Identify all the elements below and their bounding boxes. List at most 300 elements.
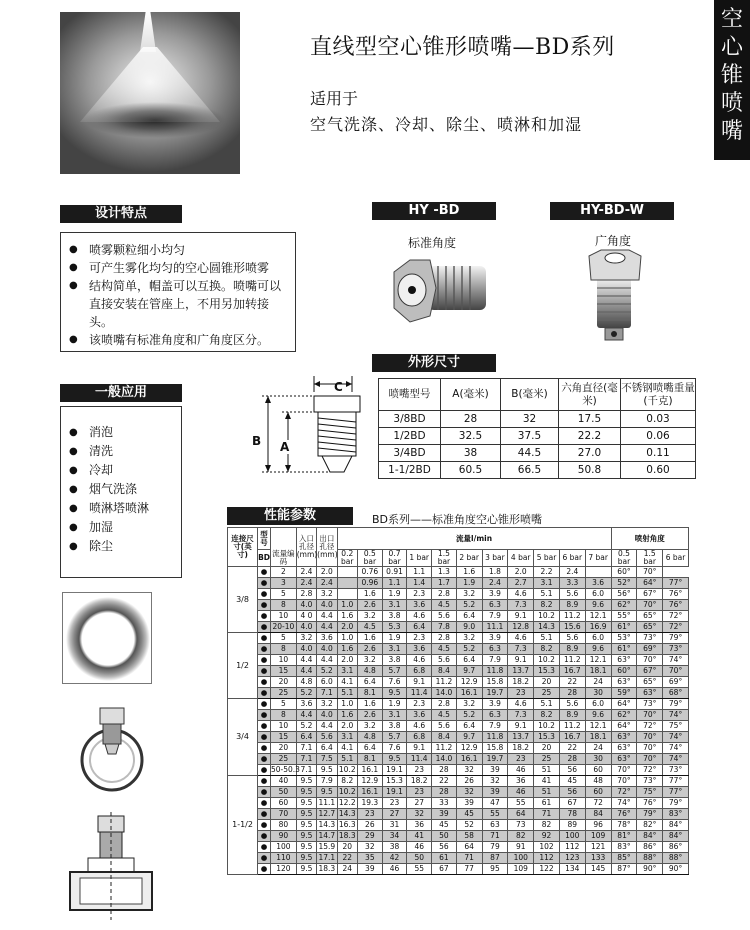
dim-label-a: A — [280, 440, 290, 454]
perf-cell: 39 — [456, 798, 482, 809]
application-item: ● 除尘 — [63, 537, 181, 556]
perf-cell: 8.1 — [357, 688, 382, 699]
perf-cell: 11.8 — [482, 666, 508, 677]
perf-cell: 36 — [508, 776, 534, 787]
perf-row — [228, 589, 689, 600]
perf-cell: 70° — [637, 732, 663, 743]
perf-cell: 3.8 — [382, 655, 407, 666]
perf-cell: 74° — [663, 743, 689, 754]
perf-cell: 19.3 — [357, 798, 382, 809]
perf-cell: 4.5 — [432, 600, 457, 611]
perf-cell: 5.2 — [456, 644, 482, 655]
perf-cell: 14.0 — [432, 688, 457, 699]
perf-size-cell: 3/8 — [228, 567, 258, 633]
perf-cell: 3.8 — [382, 721, 407, 732]
perf-cell: 83° — [663, 809, 689, 820]
perf-heading: 性能参数 — [227, 507, 353, 525]
perf-cell: 1.7 — [432, 578, 457, 589]
perf-size-cell: 1-1/2 — [228, 776, 258, 875]
perf-cell: 11.4 — [407, 688, 432, 699]
perf-bd-dot-icon: ● — [258, 622, 271, 633]
perf-cell: 27 — [382, 809, 407, 820]
application-item: ● 消泡 — [63, 423, 181, 442]
dims-row — [379, 445, 696, 462]
perf-bd-dot-icon: ● — [258, 721, 271, 732]
perf-col-code: 流量编码 — [270, 528, 296, 567]
perf-col-outlet: 出口孔径(mm) — [317, 528, 337, 567]
perf-cell: 76° — [663, 600, 689, 611]
application-item: ● 冷却 — [63, 461, 181, 480]
dims-cell: 0.60 — [621, 462, 696, 479]
perf-col-bd: BD — [258, 550, 271, 567]
perf-cell: 5.6 — [559, 633, 585, 644]
feature-item: ● 可产生雾化均匀的空心圆锥形喷雾 — [63, 259, 289, 277]
perf-cell: 45 — [456, 809, 482, 820]
perf-cell: 3.9 — [482, 699, 508, 710]
perf-cell: 71 — [456, 853, 482, 864]
dims-col-hex: 六角直径(毫米) — [559, 379, 621, 411]
perf-cell: 14.3 — [338, 809, 356, 818]
perf-cell: 11.2 — [559, 721, 585, 732]
perf-cell: 39 — [482, 787, 508, 798]
perf-cell: 73° — [637, 633, 663, 644]
perf-cell: 20 — [534, 677, 560, 688]
perf-bd-dot-icon: ● — [258, 710, 271, 721]
spray-jet-graphic — [140, 12, 156, 52]
product-angle-standard: 标准角度 — [408, 236, 457, 250]
perf-cell: 88° — [663, 853, 689, 864]
perf-row — [228, 578, 689, 589]
perf-cell: 15.3 — [534, 666, 560, 677]
perf-cell: 28 — [432, 765, 457, 776]
perf-cell: 72° — [663, 611, 689, 622]
perf-cell: 2.0 — [337, 622, 357, 633]
dims-cell: 38 — [441, 445, 501, 462]
perf-cell: 9.5 — [296, 853, 316, 864]
perf-cell: 4.6 — [407, 611, 432, 622]
perf-cell: 121 — [585, 842, 611, 853]
perf-cell: 6.4 — [357, 743, 382, 754]
perf-cell: 4.8 — [296, 677, 316, 688]
perf-cell: 1.6 — [337, 710, 357, 721]
perf-cell: 77° — [663, 578, 689, 589]
perf-cell: 12.2 — [338, 798, 356, 807]
perf-cell: 72 — [585, 798, 611, 809]
dims-cell: 1-1/2BD — [379, 462, 441, 479]
perf-cell: 4.4 — [296, 655, 316, 666]
perf-cell: 2.4 — [482, 578, 508, 589]
perf-cell: 46 — [407, 842, 432, 853]
perf-cell: 13.7 — [508, 666, 534, 677]
perf-cell: 32 — [357, 842, 382, 853]
applications-heading: 一般应用 — [60, 384, 182, 402]
perf-cell: 112 — [534, 853, 560, 864]
application-item: ● 喷淋塔喷淋 — [63, 499, 181, 518]
perf-cell: 1.0 — [337, 699, 357, 710]
perf-bd-dot-icon: ● — [258, 688, 271, 699]
perf-cell: 45 — [559, 776, 585, 787]
perf-row — [228, 633, 689, 644]
perf-cell: 12.1 — [585, 655, 611, 666]
perf-cell: 5.2 — [456, 710, 482, 721]
perf-cell: 4.0 — [296, 622, 316, 633]
perf-cell: 23 — [407, 765, 432, 776]
perf-cell: 92 — [534, 831, 560, 842]
perf-cell: 1.0 — [337, 600, 357, 611]
perf-cell: 5.7 — [382, 666, 407, 677]
perf-cell: 60 — [270, 798, 296, 809]
perf-cell: 36 — [407, 820, 432, 831]
perf-row — [228, 809, 689, 820]
perf-cell: 64° — [611, 721, 637, 732]
perf-cell: 5 — [270, 589, 296, 600]
perf-cell: 15 — [270, 732, 296, 743]
perf-cell: 70° — [637, 567, 663, 578]
perf-cell: 14.3 — [534, 622, 560, 633]
perf-cell: 5.1 — [534, 633, 560, 644]
perf-cell: 24 — [585, 677, 611, 688]
perf-cell: 4.0 — [317, 644, 337, 655]
perf-row — [228, 776, 689, 787]
perf-cell: 38 — [382, 842, 407, 853]
product-angle-wide: 广角度 — [595, 234, 632, 248]
perf-cell: 9.0 — [456, 622, 482, 633]
perf-cell: 4.4 — [317, 655, 337, 666]
perf-cell: 39 — [432, 809, 457, 820]
side-tab-category — [714, 0, 750, 160]
perf-cell: 5.6 — [432, 655, 457, 666]
dims-cell: 3/8BD — [379, 411, 441, 428]
perf-cell: 4.5 — [357, 622, 382, 633]
perf-cell: 4.6 — [508, 589, 534, 600]
perf-size-cell: 1/2 — [228, 633, 258, 699]
perf-cell: 100 — [270, 842, 296, 853]
perf-cell: 4.4 — [296, 666, 316, 677]
perf-cell: 15.8 — [482, 677, 508, 688]
perf-cell: 39 — [357, 864, 382, 875]
perf-cell: 7.5 — [317, 754, 337, 765]
perf-cell: 8.4 — [432, 666, 457, 677]
perf-cell: 19.1 — [382, 765, 407, 776]
perf-cell: 7.9 — [482, 655, 508, 666]
perf-cell: 7.6 — [382, 743, 407, 754]
perf-cell: 90° — [637, 864, 663, 875]
perf-cell: 7.3 — [508, 644, 534, 655]
perf-cell: 79° — [663, 798, 689, 809]
perf-cell: 4.5 — [432, 710, 457, 721]
perf-cell: 1.6 — [357, 589, 382, 600]
dims-cell: 0.06 — [621, 428, 696, 445]
dims-cell: 0.11 — [621, 445, 696, 462]
perf-cell: 6.3 — [482, 710, 508, 721]
perf-cell: 12.1 — [585, 611, 611, 622]
perf-cell: 2 — [270, 567, 296, 578]
perf-cell: 9.6 — [585, 644, 611, 655]
perf-cell: 39 — [482, 765, 508, 776]
perf-cell: 85° — [611, 853, 637, 864]
perf-cell: 3.9 — [482, 633, 508, 644]
perf-row — [228, 688, 689, 699]
perf-cell: 6.0 — [585, 589, 611, 600]
perf-cell: 25 — [270, 688, 296, 699]
perf-row — [228, 787, 689, 798]
perf-cell: 3.9 — [482, 589, 508, 600]
perf-cell: 63° — [611, 655, 637, 666]
perf-cell: 16.3 — [338, 820, 356, 829]
perf-cell: 2.8 — [296, 589, 316, 600]
perf-bd-dot-icon: ● — [258, 600, 271, 611]
perf-cell: 46 — [508, 787, 534, 798]
perf-cell: 10.2 — [338, 787, 356, 796]
perf-cell: 1.6 — [357, 699, 382, 710]
application-item: ● 烟气洗涤 — [63, 480, 181, 499]
dims-row — [379, 428, 696, 445]
applications-box — [60, 406, 182, 578]
perf-cell: 4.6 — [407, 721, 432, 732]
perf-cell: 23 — [508, 688, 534, 699]
perf-bd-dot-icon: ● — [258, 666, 271, 677]
perf-cell: 3.6 — [296, 699, 316, 710]
perf-cell: 50-50.3 — [270, 765, 300, 774]
perf-cell: 70 — [270, 809, 296, 820]
perf-cell: 7.1 — [296, 743, 316, 754]
perf-cell: 1.9 — [382, 589, 407, 600]
perf-cell: 78 — [559, 809, 585, 820]
perf-cell: 4.0 — [296, 600, 316, 611]
perf-cell: 12.9 — [456, 743, 482, 754]
perf-cell: 145 — [585, 864, 611, 875]
perf-cell: 9.6 — [585, 600, 611, 611]
perf-row — [228, 710, 689, 721]
perf-col-angle: 喷射角度 — [611, 528, 688, 550]
perf-cell: 80 — [270, 820, 296, 831]
perf-cell: 6.3 — [482, 644, 508, 655]
perf-cell: 3.1 — [337, 732, 357, 743]
perf-cell: 45 — [432, 820, 457, 831]
perf-cell: 1.8 — [482, 567, 508, 578]
perf-cell: 9.6 — [585, 710, 611, 721]
perf-cell: 74° — [663, 710, 689, 721]
dims-col-a: A(毫米) — [441, 379, 501, 411]
perf-cell: 14.7 — [318, 831, 336, 840]
perf-cell: 5.6 — [559, 699, 585, 710]
perf-cell: 56 — [559, 787, 585, 798]
perf-cell: 100 — [559, 831, 585, 842]
perf-cell: 1.6 — [337, 611, 357, 622]
perf-bd-dot-icon: ● — [258, 798, 271, 809]
perf-cell: 6.8 — [407, 732, 432, 743]
perf-cell: 9.5 — [382, 754, 407, 765]
perf-cell: 61 — [432, 853, 457, 864]
perf-cell: 6.4 — [357, 677, 382, 688]
perf-cell: 6.0 — [585, 633, 611, 644]
perf-cell: 10.2 — [534, 655, 560, 666]
perf-col-conn: 连接尺寸(英寸) — [228, 528, 258, 567]
perf-cell: 2.6 — [357, 600, 382, 611]
perf-col-type: 型号 — [258, 528, 271, 550]
perf-cell: 3.6 — [407, 644, 432, 655]
perf-bd-dot-icon: ● — [258, 765, 271, 776]
hollow-cone-pattern-image — [62, 592, 152, 684]
perf-angle-pressure: 0.5 bar — [611, 550, 637, 567]
perf-cell: 8.9 — [559, 710, 585, 721]
perf-bd-dot-icon: ● — [258, 853, 271, 864]
perf-cell: 8.4 — [432, 732, 457, 743]
perf-cell: 22 — [559, 677, 585, 688]
perf-cell: 68° — [663, 688, 689, 699]
perf-cell: 2.8 — [432, 633, 457, 644]
perf-cell: 10.2 — [338, 765, 356, 774]
dims-cell: 1/2BD — [379, 428, 441, 445]
perf-cell: 6.0 — [317, 677, 337, 688]
perf-cell: 16.1 — [357, 787, 382, 798]
perf-cell: 2.4 — [559, 567, 585, 578]
perf-bd-dot-icon: ● — [258, 743, 271, 754]
perf-cell: 13.7 — [508, 732, 534, 743]
perf-cell: 20 — [337, 842, 357, 853]
perf-cell: 16.1 — [456, 754, 482, 765]
perf-cell: 6.4 — [317, 743, 337, 754]
perf-cell: 8 — [270, 600, 296, 611]
perf-cell: 75° — [637, 787, 663, 798]
perf-cell: 64 — [456, 842, 482, 853]
perf-row — [228, 677, 689, 688]
perf-cell: 12.7 — [318, 809, 336, 818]
perf-cell: 56 — [432, 842, 457, 853]
perf-cell: 6.8 — [407, 666, 432, 677]
dims-cell: 27.0 — [559, 445, 621, 462]
perf-cell: 1.9 — [382, 699, 407, 710]
perf-cell: 5.1 — [534, 589, 560, 600]
perf-cell: 1.6 — [456, 567, 482, 578]
perf-cell: 100 — [508, 853, 534, 864]
perf-cell: 120 — [270, 864, 296, 875]
perf-cell: 74° — [663, 754, 689, 765]
dimensions-table — [378, 378, 696, 479]
perf-bd-dot-icon: ● — [258, 677, 271, 688]
perf-cell: 63° — [611, 732, 637, 743]
perf-cell: 8.2 — [534, 644, 560, 655]
perf-cell: 50 — [432, 831, 457, 842]
perf-cell: 9.5 — [296, 798, 316, 809]
perf-cell: 62° — [611, 710, 637, 721]
perf-cell: 5.1 — [337, 688, 357, 699]
perf-cell: 70° — [637, 743, 663, 754]
perf-cell: 16.7 — [559, 666, 585, 677]
dims-cell: 60.5 — [441, 462, 501, 479]
perf-cell: 2.2 — [534, 567, 560, 578]
perf-cell: 4.0 — [317, 710, 337, 721]
perf-row — [228, 611, 689, 622]
perf-cell: 20 — [270, 677, 296, 688]
perf-cell: 4.4 — [296, 710, 316, 721]
perf-flow-pressure: 0.2 bar — [337, 550, 357, 567]
perf-cell: 2.4 — [317, 578, 337, 589]
page-title: 直线型空心锥形喷嘴—BD系列 — [310, 35, 615, 60]
perf-bd-dot-icon: ● — [258, 644, 271, 655]
perf-cell: 28 — [559, 688, 585, 699]
tee-fitting-illustration — [66, 812, 156, 920]
perf-bd-dot-icon: ● — [258, 578, 271, 589]
perf-cell: 3.2 — [456, 589, 482, 600]
perf-cell: 19.1 — [382, 787, 407, 798]
perf-cell: 51 — [534, 765, 560, 776]
perf-cell: 59° — [611, 688, 637, 699]
perf-cell: 3.2 — [317, 699, 337, 710]
perf-cell: 25 — [534, 754, 560, 765]
perf-cell: 9.1 — [508, 611, 534, 622]
perf-cell: 2.0 — [337, 655, 357, 666]
feature-item: ● 该喷嘴有标准角度和广角度区分。 — [63, 331, 289, 349]
perf-cell: 30 — [585, 754, 611, 765]
perf-cell: 29 — [357, 831, 382, 842]
perf-row — [228, 600, 689, 611]
perf-cell: 20 — [270, 743, 296, 754]
perf-cell: 33 — [432, 798, 457, 809]
perf-cell: 70° — [611, 776, 637, 787]
perf-cell: 1.1 — [382, 578, 407, 589]
dims-col-weight: 不锈钢喷嘴重量(千克) — [621, 379, 696, 411]
perf-cell: 32 — [407, 809, 432, 820]
perf-cell: 3.1 — [382, 600, 407, 611]
perf-cell: 63° — [637, 688, 663, 699]
perf-cell: 18.2 — [508, 677, 534, 688]
perf-cell: 18.2 — [407, 776, 432, 787]
perf-cell — [337, 578, 357, 589]
perf-cell: 70° — [637, 600, 663, 611]
perf-cell: 95 — [482, 864, 508, 875]
perf-cell: 58 — [456, 831, 482, 842]
product-model-standard: HY -BD — [372, 202, 496, 220]
perf-cell: 82 — [508, 831, 534, 842]
perf-cell: 42 — [382, 853, 407, 864]
perf-bd-dot-icon: ● — [258, 567, 271, 578]
perf-cell: 90 — [270, 831, 296, 842]
perf-cell: 23 — [407, 787, 432, 798]
perf-cell: 53° — [611, 633, 637, 644]
perf-cell: 31 — [382, 820, 407, 831]
perf-angle-pressure: 1.5 bar — [637, 550, 663, 567]
perf-cell: 79° — [637, 809, 663, 820]
perf-cell: 12.9 — [456, 677, 482, 688]
perf-cell: 12.8 — [508, 622, 534, 633]
perf-cell: 8.2 — [534, 600, 560, 611]
perf-cell: 64 — [508, 809, 534, 820]
perf-bd-dot-icon: ● — [258, 864, 271, 875]
perf-cell: 74° — [663, 732, 689, 743]
perf-cell: 65° — [637, 677, 663, 688]
perf-cell: 2.6 — [357, 710, 382, 721]
perf-cell: 79° — [663, 633, 689, 644]
perf-cell: 55 — [407, 864, 432, 875]
feature-item: ● 结构简单，帽盖可以互换。喷嘴可以直接安装在管座上，不用另加转接头。 — [63, 277, 289, 331]
perf-cell: 3 — [270, 578, 296, 589]
dims-heading: 外形尺寸 — [372, 354, 496, 372]
perf-cell: 9.1 — [508, 655, 534, 666]
perf-row — [228, 831, 689, 842]
performance-table — [227, 527, 689, 875]
perf-cell: 12.9 — [357, 776, 382, 787]
perf-cell: 7.1 — [296, 754, 316, 765]
perf-cell: 5.6 — [432, 611, 457, 622]
perf-cell: 86° — [663, 842, 689, 853]
perf-cell: 41 — [407, 831, 432, 842]
perf-cell: 3.1 — [382, 644, 407, 655]
dims-col-b: B(毫米) — [501, 379, 559, 411]
perf-cell: 6.4 — [456, 721, 482, 732]
perf-cell: 11.2 — [432, 677, 457, 688]
perf-cell: 23 — [382, 798, 407, 809]
